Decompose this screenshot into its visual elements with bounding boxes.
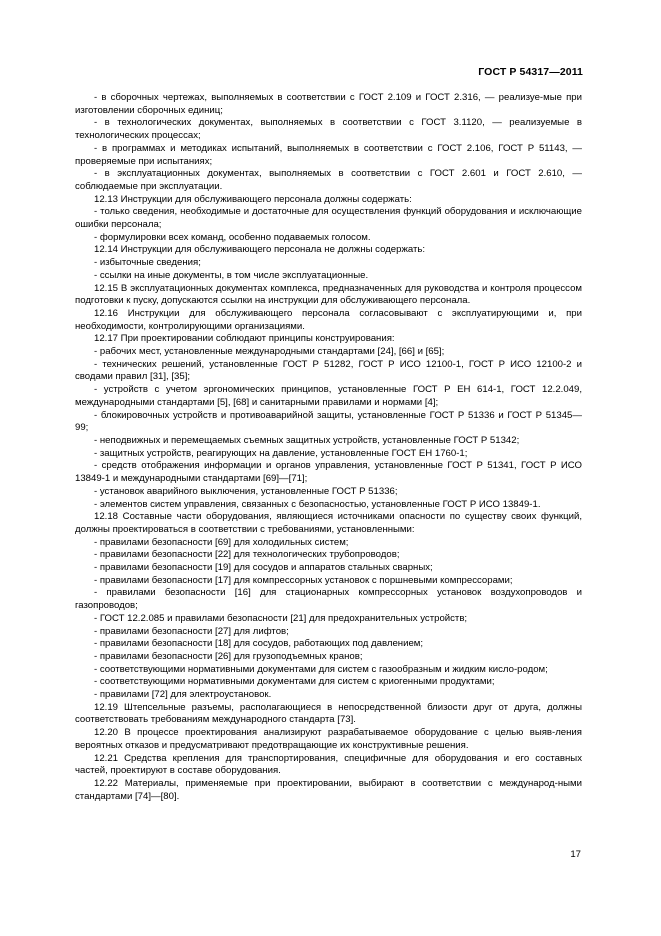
body-paragraph: - правилами безопасности [16] для стационарных компрессорных установок воздухопроводов и газопроводов; xyxy=(75,587,582,612)
body-paragraph: - в сборочных чертежах, выполняемых в соответствии с ГОСТ 2.109 и ГОСТ 2.316, — реализуе-мые при изготовлении сборочных единиц; xyxy=(75,92,582,116)
body-paragraph: - неподвижных и перемещаемых съемных защитных устройств, установленные ГОСТ Р 51342; xyxy=(94,434,520,446)
body-paragraph: - формулировки всех команд, особенно подаваемых голосом. xyxy=(94,231,371,243)
body-paragraph: - правилами [72] для электроустановок. xyxy=(94,689,272,701)
body-paragraph: 12.21 Средства крепления для транспортирования, специфичные для оборудования и его составных частей, проектируют в составе оборудования. xyxy=(75,752,582,777)
body-paragraph: 12.15 В эксплуатационных документах комплекса, предназначенных для руководства и контроля процессом подготовки к пуску, допускаются ссылки на инструкции для обслуживающего персонала. xyxy=(75,282,582,307)
body-paragraph: - правилами безопасности [69] для холодильных систем; xyxy=(94,536,349,548)
body-paragraph: - правилами безопасности [17] для компрессорных установок с поршневыми компрессорами; xyxy=(94,574,513,586)
body-paragraph: - правилами безопасности [19] для сосудов и аппаратов стальных сварных; xyxy=(94,562,433,574)
body-paragraph: - правилами безопасности [26] для грузоподъемных кранов; xyxy=(94,650,363,662)
body-paragraph: - только сведения, необходимые и достаточные для осуществления функций оборудования и исключающие ошибки персонала; xyxy=(75,206,582,231)
body-paragraph: - блокировочных устройств и противоаварийной защиты, установленные ГОСТ Р 51336 и ГОСТ Р 51345—99; xyxy=(75,409,582,434)
document-header-code: ГОСТ Р 54317—2011 xyxy=(478,66,583,78)
body-paragraph: - соответствующими нормативными документами для систем с криогенными продуктами; xyxy=(94,676,495,688)
body-paragraph: - средств отображения информации и органов управления, установленные ГОСТ Р 51341, ГОСТ Р ИСО 13849-1 и международными стандартами [69]—[71]; xyxy=(75,460,582,485)
body-paragraph: - правилами безопасности [22] для технологических трубопроводов; xyxy=(94,549,400,561)
body-paragraph: 12.20 В процессе проектирования анализируют разрабатываемое оборудование с целью выяв-ления вероятных отказов и предусматривают предотвращающие их конструктивные решения. xyxy=(75,727,582,751)
body-paragraph: 12.17 При проектировании соблюдают принципы конструирования: xyxy=(94,333,395,345)
body-paragraph: - технических решений, установленные ГОСТ Р 51282, ГОСТ Р ИСО 12100-1, ГОСТ Р ИСО 12100-2 и сводами правил [31], [35]; xyxy=(75,358,582,383)
body-paragraph: 12.22 Материалы, применяемые при проектировании, выбирают в соответствии с международ-ными стандартами [74]—[80]. xyxy=(75,777,582,802)
body-paragraph: - защитных устройств, реагирующих на давление, установленные ГОСТ ЕН 1760-1; xyxy=(94,447,468,459)
body-paragraph: - в технологических документах, выполняемых в соответствии с ГОСТ 3.1120, — реализуемые в технологических процессах; xyxy=(75,117,582,142)
body-paragraph: - ссылки на иные документы, в том числе эксплуатационные. xyxy=(94,269,369,281)
body-paragraph: - избыточные сведения; xyxy=(94,257,201,269)
body-paragraph: 12.13 Инструкции для обслуживающего персонала должны содержать: xyxy=(94,193,412,205)
body-paragraph: - в программах и методиках испытаний, выполняемых в соответствии с ГОСТ 2.106, ГОСТ Р 51143, — проверяемые при испытаниях; xyxy=(75,142,582,167)
body-paragraph: 12.16 Инструкции для обслуживающего персонала согласовывают с эксплуатирующими и, при необходимости, контролирующими организациями. xyxy=(75,307,582,332)
page-number: 17 xyxy=(570,849,581,860)
body-paragraph: - в эксплуатационных документах, выполняемых в соответствии с ГОСТ 2.601 и ГОСТ 2.610, — соблюдаемые при эксплуатации. xyxy=(75,168,582,192)
body-paragraph: - соответствующими нормативными документами для систем с газообразным и жидким кисло-родом; xyxy=(94,663,548,675)
body-paragraph: 12.18 Составные части оборудования, являющиеся источниками опасности по существу своих функций, должны проектироваться в соответствии с требованиями, установленными: xyxy=(75,511,582,535)
document-body xyxy=(75,92,582,803)
body-paragraph: - элементов систем управления, связанных с безопасностью, установленные ГОСТ Р ИСО 13849-1. xyxy=(94,498,541,510)
body-paragraph: - устройств с учетом эргономических принципов, установленные ГОСТ Р ЕН 614-1, ГОСТ 12.2.049, международными стандартами [5], [68] и санитарными правилами и нормами [4]; xyxy=(75,384,582,408)
body-paragraph: - ГОСТ 12.2.085 и правилами безопасности [21] для предохранительных устройств; xyxy=(94,612,468,624)
body-paragraph: - правилами безопасности [18] для сосудов, работающих под давлением; xyxy=(94,638,424,650)
body-paragraph: - установок аварийного выключения, установленные ГОСТ Р 51336; xyxy=(94,485,398,497)
body-paragraph: - рабочих мест, установленные международными стандартами [24], [66] и [65]; xyxy=(94,346,445,358)
body-paragraph: 12.19 Штепсельные разъемы, располагающиеся в непосредственной близости друг от друга, должны соответствовать требованиям международного стандарта [73]. xyxy=(75,701,582,726)
body-paragraph: 12.14 Инструкции для обслуживающего персонала не должны содержать: xyxy=(94,244,426,256)
body-paragraph: - правилами безопасности [27] для лифтов; xyxy=(94,625,289,637)
